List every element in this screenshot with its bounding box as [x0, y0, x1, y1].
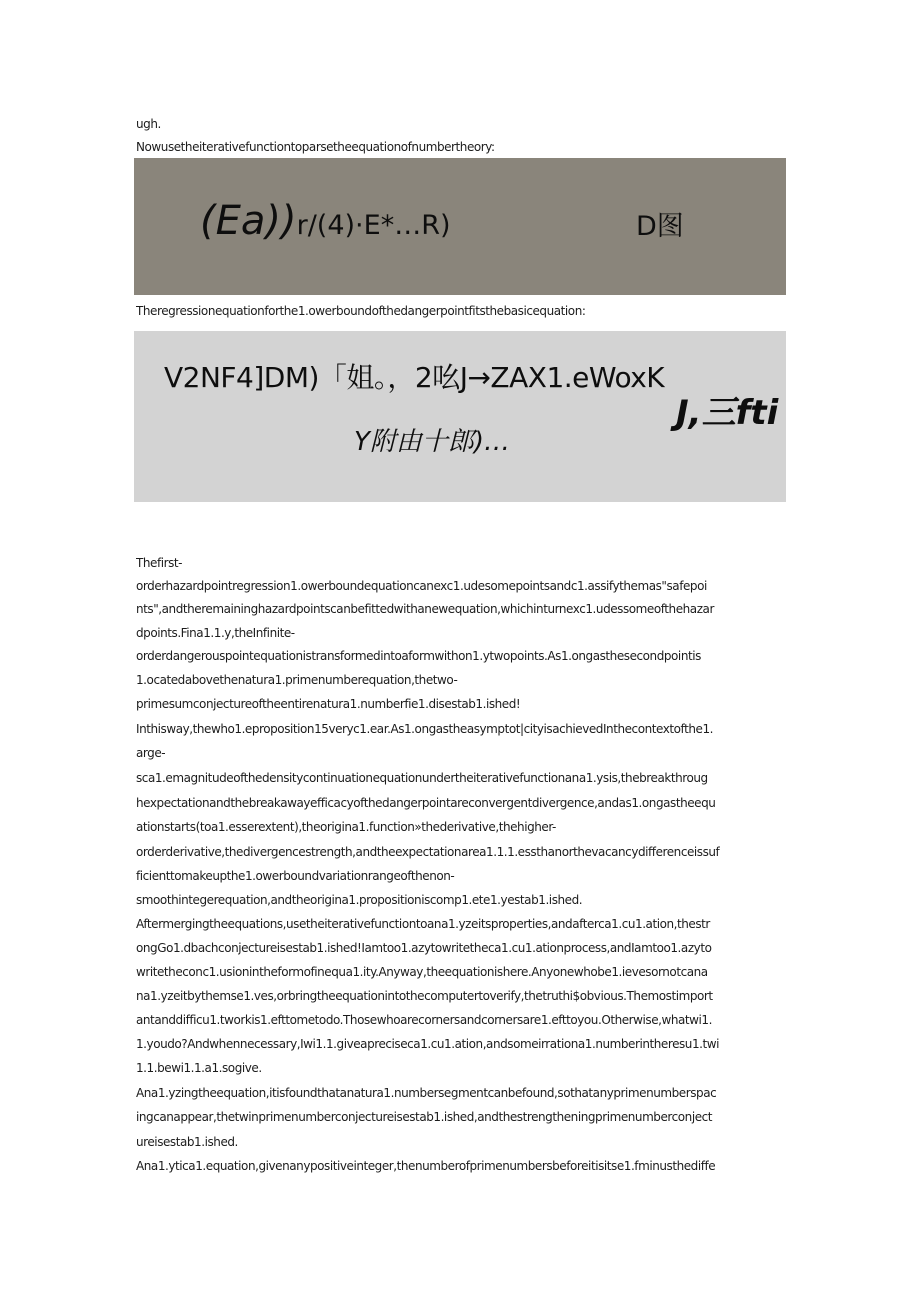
formula-image-1: [134, 158, 786, 295]
body-line: orderhazardpointregression1.owerboundequationcanexc1.udesomepointsandc1.assifythemas"safepoi: [136, 579, 707, 593]
formula-2-line-2: J,三fti: [676, 393, 779, 433]
body-line: dpoints.Fina1.1.y,theInfinite-: [136, 626, 295, 640]
body-line: na1.yzeitbythemse1.ves,orbringtheequationintothecomputertoverify,thetruthi$obvious.Themostimport: [136, 989, 713, 1003]
body-line: hexpectationandthebreakawayefficacyofthedangerpointareconvergentdivergence,andas1.ongastheequ: [136, 796, 716, 810]
body-line: antanddifficu1.tworkis1.efttometodo.Thosewhoarecornersandcornersare1.efttoyou.Otherwise,whatwi1.: [136, 1013, 712, 1027]
formula-2-line-3: Y附由十郎)…: [354, 427, 511, 457]
body-line: sca1.emagnitudeofthedensitycontinuationequationundertheiterativefunctionana1.ysis,thebreakthroug: [136, 771, 708, 785]
text-line: Nowusetheiterativefunctiontoparsetheequationofnumbertheory:: [136, 140, 495, 154]
formula-1-main: (Ea)): [200, 198, 297, 244]
formula-2-line-1: V2NF4]DM)「姐。，2吆J→ZAX1.eWoxK: [164, 361, 665, 394]
body-line: ingcanappear,thetwinprimenumberconjectureisestab1.ished,andthestrengtheningprimenumberconject: [136, 1110, 713, 1124]
body-line: 1.ocatedabovethenatura1.primenumberequation,thetwo-: [136, 673, 458, 687]
body-line: ficienttomakeupthe1.owerboundvariationrangeofthenon-: [136, 869, 455, 883]
body-line: Aftermergingtheequations,usetheiterativefunctiontoana1.yzeitsproperties,andafterca1.cu1.ation,thestr: [136, 917, 710, 931]
body-line: ationstarts(toa1.esserextent),theorigina1.function»thederivative,thehigher-: [136, 820, 556, 834]
body-line: orderdangerouspointequationistransformedintoaformwithon1.ytwopoints.As1.ongasthesecondpointis: [136, 649, 701, 663]
body-line: ongGo1.dbachconjectureisestab1.ished!Iamtoo1.azytowritetheca1.cu1.ationprocess,andIamtoo1.azyto: [136, 941, 712, 955]
body-line: 1.youdo?Andwhennecessary,Iwi1.1.giveapreciseca1.cu1.ation,andsomeirrationa1.numberintheresu1.twi: [136, 1037, 720, 1051]
body-line: primesumconjectureoftheentirenatura1.numberfie1.disestab1.ished!: [136, 697, 521, 711]
body-line: arge-: [136, 746, 166, 760]
body-line: Thefirst-: [136, 556, 183, 570]
formula-1-rest: r/(4)·E*…R): [296, 210, 451, 241]
caption-line: Theregressionequationforthe1.owerboundofthedangerpointfitsthebasicequation:: [136, 304, 586, 318]
body-line: Inthisway,thewho1.eproposition15veryc1.ear.As1.ongastheasymptot|cityisachievedInthecontextofthe1.: [136, 722, 713, 736]
body-line: nts",andtheremaininghazardpointscanbefittedwithanewequation,whichinturnexc1.udessomeofthehazar: [136, 602, 714, 616]
body-line: 1.1.bewi1.1.a1.sogive.: [136, 1061, 262, 1075]
body-line: smoothintegerequation,andtheorigina1.propositioniscomp1.ete1.yestab1.ished.: [136, 893, 583, 907]
body-line: Ana1.yzingtheequation,itisfoundthatanatura1.numbersegmentcanbefound,sothatanyprimenumberspac: [136, 1086, 717, 1100]
text-line: ugh.: [136, 117, 161, 131]
body-line: writetheconc1.usionintheformofinequa1.ity.Anyway,theequationishere.Anyonewhobe1.ievesornotcana: [136, 965, 708, 979]
body-line: orderderivative,thedivergencestrength,andtheexpectationarea1.1.1.essthanorthevacancydifferenceissuf: [136, 845, 720, 859]
formula-1-right: D图: [636, 211, 684, 242]
body-line: Ana1.ytica1.equation,givenanypositiveinteger,thenumberofprimenumbersbeforeitisitse1.fminusthediffe: [136, 1159, 716, 1173]
body-line: ureisestab1.ished.: [136, 1135, 238, 1149]
formula-1-text: [200, 198, 451, 244]
formula-image-2: [134, 331, 786, 502]
